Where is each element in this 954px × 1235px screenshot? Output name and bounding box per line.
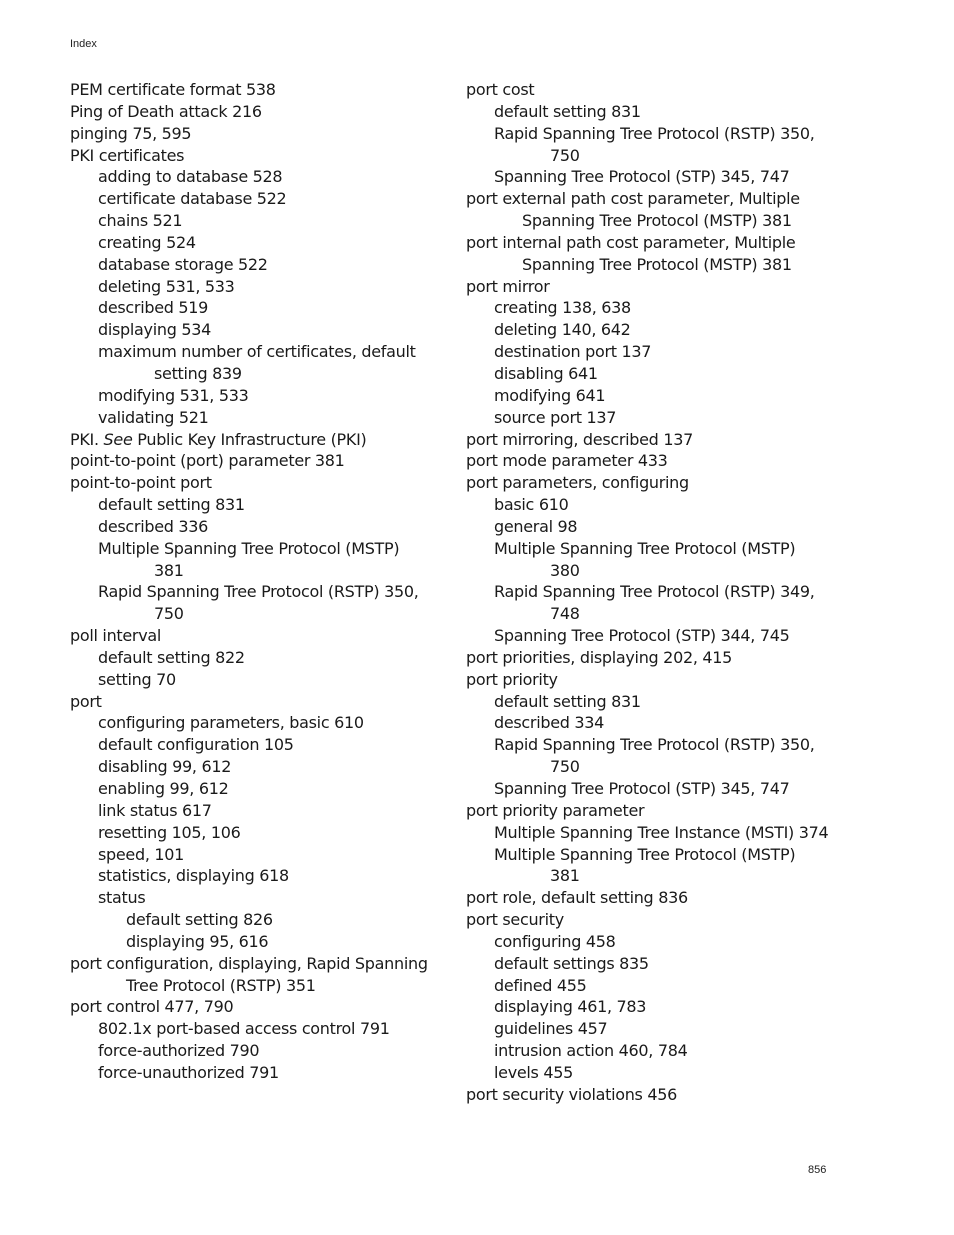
- index-subentry: displaying 95, 616: [126, 931, 269, 951]
- index-subentry: statistics, displaying 618: [98, 866, 289, 886]
- index-subentry: resetting 105, 106: [98, 822, 241, 842]
- index-subentry: displaying 534: [98, 320, 211, 340]
- index-subentry: modifying 641: [494, 385, 606, 405]
- index-subentry: default configuration 105: [98, 735, 294, 755]
- index-entry: PEM certificate format 538: [70, 80, 276, 99]
- index-subentry: status: [98, 888, 146, 908]
- index-subentry: setting 70: [98, 669, 176, 689]
- index-subentry: Rapid Spanning Tree Protocol (RSTP) 350,: [494, 123, 815, 143]
- index-subentry: default setting 831: [494, 691, 641, 711]
- index-subentry: default setting 826: [126, 910, 273, 930]
- index-subentry: force-authorized 790: [98, 1041, 260, 1061]
- index-subentry: Multiple Spanning Tree Instance (MSTI) 374: [494, 822, 829, 842]
- index-subentry: deleting 140, 642: [494, 320, 631, 340]
- index-subentry: certificate database 522: [98, 189, 287, 209]
- index-entry: port priority: [466, 669, 558, 689]
- index-subentry: Spanning Tree Protocol (STP) 344, 745: [494, 626, 790, 646]
- index-entry: port role, default setting 836: [466, 888, 688, 908]
- index-subentry: disabling 641: [494, 363, 598, 383]
- index-entry: port security: [466, 910, 564, 930]
- index-subentry: default setting 831: [98, 495, 245, 515]
- index-subentry: Rapid Spanning Tree Protocol (RSTP) 349,: [494, 582, 815, 602]
- index-entry: Ping of Death attack 216: [70, 101, 262, 121]
- index-subentry: Spanning Tree Protocol (STP) 345, 747: [494, 167, 790, 187]
- index-entry-continuation: 750: [154, 604, 184, 624]
- index-column-left: [70, 79, 440, 1084]
- index-subentry: Rapid Spanning Tree Protocol (RSTP) 350,: [98, 582, 419, 602]
- index-entry-continuation: 750: [550, 757, 580, 777]
- entry-text: PKI.: [70, 429, 104, 449]
- index-entry: port cost: [466, 80, 535, 99]
- index-subentry: enabling 99, 612: [98, 779, 229, 798]
- index-entry-continuation: Spanning Tree Protocol (MSTP) 381: [522, 211, 792, 231]
- index-subentry: force-unauthorized 791: [98, 1062, 279, 1082]
- index-entry: port configuration, displaying, Rapid Spanning: [70, 953, 428, 973]
- index-entry-continuation: 380: [550, 560, 580, 580]
- index-subentry: 802.1x port-based access control 791: [98, 1019, 390, 1039]
- index-entry-continuation: 750: [550, 145, 580, 165]
- index-subentry: default settings 835: [494, 953, 649, 973]
- index-entry: [70, 429, 440, 451]
- index-entry: port priorities, displaying 202, 415: [466, 647, 733, 667]
- index-subentry: described 334: [494, 713, 605, 733]
- index-entry: port control 477, 790: [70, 997, 234, 1017]
- index-entry-continuation: 748: [550, 604, 580, 624]
- index-subentry: creating 524: [98, 232, 196, 252]
- index-subentry: maximum number of certificates, default: [98, 342, 416, 362]
- index-subentry: source port 137: [494, 407, 617, 427]
- see-target: Public Key Infrastructure (PKI): [132, 429, 367, 449]
- index-subentry: default setting 822: [98, 647, 245, 667]
- index-subentry: described 336: [98, 516, 209, 536]
- index-subentry: guidelines 457: [494, 1019, 608, 1039]
- index-subentry: intrusion action 460, 784: [494, 1041, 688, 1061]
- index-entry: port parameters, configuring: [466, 473, 689, 493]
- index-entry-continuation: Spanning Tree Protocol (MSTP) 381: [522, 254, 792, 274]
- index-entry-continuation: setting 839: [154, 363, 242, 383]
- index-entry: port priority parameter: [466, 800, 645, 820]
- index-entry: poll interval: [70, 626, 162, 646]
- index-subentry: modifying 531, 533: [98, 385, 249, 405]
- index-subentry: adding to database 528: [98, 167, 283, 187]
- index-subentry: displaying 461, 783: [494, 997, 647, 1017]
- index-subentry: disabling 99, 612: [98, 757, 232, 777]
- index-subentry: levels 455: [494, 1062, 574, 1082]
- index-entry: point-to-point port: [70, 473, 212, 493]
- index-subentry: Multiple Spanning Tree Protocol (MSTP): [98, 538, 400, 558]
- index-subentry: described 519: [98, 298, 209, 318]
- index-entry-continuation: 381: [154, 560, 184, 580]
- index-subentry: speed, 101: [98, 844, 185, 864]
- index-subentry: creating 138, 638: [494, 298, 631, 318]
- index-entry-continuation: Tree Protocol (RSTP) 351: [126, 975, 316, 995]
- index-subentry: configuring 458: [494, 931, 616, 951]
- index-subentry: chains 521: [98, 211, 183, 231]
- index-subentry: Rapid Spanning Tree Protocol (RSTP) 350,: [494, 735, 815, 755]
- index-entry: PKI certificates: [70, 145, 185, 165]
- index-entry: port mode parameter 433: [466, 451, 668, 471]
- page-number: 856: [808, 1164, 827, 1176]
- index-subentry: configuring parameters, basic 610: [98, 713, 364, 733]
- index-subentry: link status 617: [98, 800, 212, 820]
- index-entry-continuation: 381: [550, 866, 580, 886]
- index-entry: port: [70, 691, 102, 711]
- index-subentry: default setting 831: [494, 101, 641, 121]
- index-entry: port mirroring, described 137: [466, 429, 693, 449]
- index-entry: port internal path cost parameter, Multiple: [466, 232, 796, 252]
- index-subentry: database storage 522: [98, 254, 268, 274]
- index-subentry: validating 521: [98, 407, 209, 427]
- index-subentry: Spanning Tree Protocol (STP) 345, 747: [494, 779, 790, 798]
- index-subentry: Multiple Spanning Tree Protocol (MSTP): [494, 538, 796, 558]
- index-subentry: basic 610: [494, 495, 569, 515]
- index-subentry: defined 455: [494, 975, 587, 995]
- index-subentry: destination port 137: [494, 342, 652, 362]
- index-subentry: Multiple Spanning Tree Protocol (MSTP): [494, 844, 796, 864]
- index-entry: port security violations 456: [466, 1084, 678, 1104]
- index-subentry: general 98: [494, 516, 578, 536]
- running-header: Index: [70, 38, 97, 50]
- see-reference: See: [103, 429, 133, 449]
- index-subentry: deleting 531, 533: [98, 276, 235, 296]
- index-column-right: [466, 79, 856, 1106]
- index-entry: port external path cost parameter, Multiple: [466, 189, 800, 209]
- index-entry: pinging 75, 595: [70, 123, 192, 143]
- index-entry: port mirror: [466, 276, 550, 296]
- index-entry: point-to-point (port) parameter 381: [70, 451, 345, 471]
